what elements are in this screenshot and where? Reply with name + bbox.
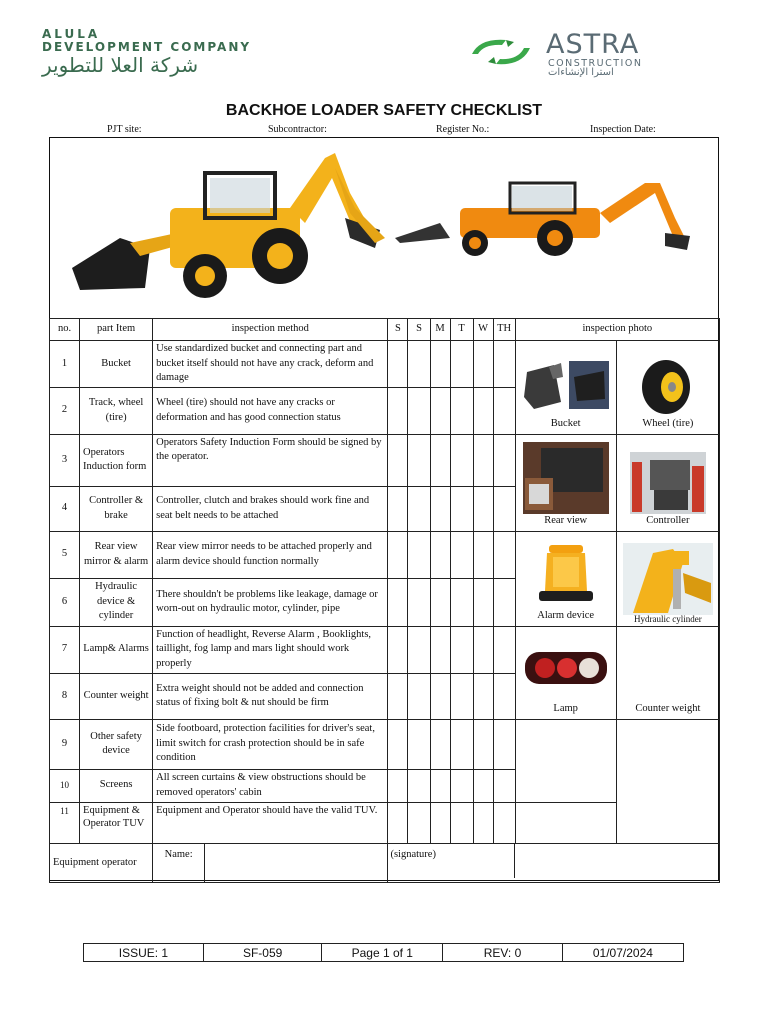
photo-empty-cell bbox=[515, 719, 616, 802]
meta-inspection-date: Inspection Date: bbox=[590, 124, 656, 135]
table-row bbox=[50, 341, 720, 388]
row-number: 2 bbox=[50, 387, 80, 434]
backhoe-banner-image bbox=[50, 138, 718, 318]
col-day-header: S bbox=[388, 319, 408, 341]
check-cell[interactable] bbox=[408, 719, 430, 769]
astra-logo bbox=[466, 30, 706, 76]
meta-register: Register No.: bbox=[436, 124, 490, 135]
signature-name-cell bbox=[153, 843, 388, 882]
row-method: All screen curtains & view obstructions should be removed operators' cabin bbox=[153, 769, 388, 802]
footer-code: SF-059 bbox=[203, 944, 322, 962]
photo-label-controller: Controller bbox=[646, 515, 690, 526]
photo-label-bucket: Bucket bbox=[550, 418, 581, 429]
check-cell[interactable] bbox=[450, 387, 473, 434]
check-cell[interactable] bbox=[450, 769, 473, 802]
check-cell[interactable] bbox=[388, 387, 408, 434]
check-cell[interactable] bbox=[450, 341, 473, 388]
check-cell[interactable] bbox=[450, 486, 473, 531]
col-day-header: S bbox=[408, 319, 430, 341]
row-part: Operators Induction form bbox=[80, 434, 153, 486]
check-cell[interactable] bbox=[493, 387, 515, 434]
photo-label-hydraulic: Hydraulic cylinder bbox=[634, 613, 702, 624]
check-cell[interactable] bbox=[450, 531, 473, 578]
row-method: There shouldn't be problems like leakage, damage or worn-out on hydraulic motor, cylinder, pipe bbox=[153, 578, 388, 626]
row-part: Rear view mirror & alarm bbox=[80, 531, 153, 578]
check-cell[interactable] bbox=[493, 802, 515, 843]
check-cell[interactable] bbox=[388, 673, 408, 719]
check-cell[interactable] bbox=[473, 341, 493, 388]
row-part: Lamp& Alarms bbox=[80, 626, 153, 673]
check-cell[interactable] bbox=[408, 769, 430, 802]
signature-label: (signature) bbox=[388, 844, 515, 878]
name-input[interactable] bbox=[205, 844, 387, 882]
check-cell[interactable] bbox=[408, 486, 430, 531]
row-method: Function of headlight, Reverse Alarm , Booklights, taillight, fog lamp and mars light should work properly bbox=[153, 626, 388, 673]
check-cell[interactable] bbox=[408, 802, 430, 843]
check-cell[interactable] bbox=[430, 769, 450, 802]
footer-page: Page 1 of 1 bbox=[322, 944, 443, 962]
check-cell[interactable] bbox=[493, 719, 515, 769]
row-number: 10 bbox=[50, 769, 80, 802]
signature-field[interactable] bbox=[388, 843, 720, 882]
check-cell[interactable] bbox=[473, 578, 493, 626]
check-cell[interactable] bbox=[430, 387, 450, 434]
checklist-table bbox=[49, 318, 720, 883]
alula-logo bbox=[42, 28, 292, 76]
photo-hydraulic bbox=[616, 531, 719, 626]
photo-controller bbox=[616, 434, 719, 531]
check-cell[interactable] bbox=[430, 486, 450, 531]
check-cell[interactable] bbox=[473, 769, 493, 802]
astra-logo-word: ASTRA bbox=[546, 29, 640, 60]
check-cell[interactable] bbox=[473, 673, 493, 719]
col-photo-header: inspection photo bbox=[515, 319, 719, 341]
col-no-header: no. bbox=[50, 319, 80, 341]
photo-lamp bbox=[515, 626, 616, 719]
row-number: 1 bbox=[50, 341, 80, 388]
check-cell[interactable] bbox=[430, 626, 450, 673]
photo-bucket bbox=[515, 341, 616, 435]
check-cell[interactable] bbox=[450, 578, 473, 626]
check-cell[interactable] bbox=[450, 626, 473, 673]
check-cell[interactable] bbox=[450, 719, 473, 769]
photo-label-rear-view: Rear view bbox=[544, 515, 588, 526]
row-number: 9 bbox=[50, 719, 80, 769]
check-cell[interactable] bbox=[388, 486, 408, 531]
row-method: Extra weight should not be added and connection status of fixing bolt & nut should be firm bbox=[153, 673, 388, 719]
row-part: Bucket bbox=[80, 341, 153, 388]
astra-swoosh-icon bbox=[466, 34, 536, 70]
meta-subcontractor: Subcontractor: bbox=[268, 124, 327, 135]
check-cell[interactable] bbox=[473, 719, 493, 769]
check-cell[interactable] bbox=[430, 341, 450, 388]
row-number: 11 bbox=[50, 802, 80, 843]
row-part: Screens bbox=[80, 769, 153, 802]
col-part-header: part Item bbox=[80, 319, 153, 341]
footer-issue: ISSUE: 1 bbox=[84, 944, 204, 962]
backhoe-loader-left-image bbox=[72, 153, 385, 298]
table-row bbox=[50, 434, 720, 486]
row-part: Track, wheel (tire) bbox=[80, 387, 153, 434]
check-cell[interactable] bbox=[408, 341, 430, 388]
check-cell[interactable] bbox=[430, 719, 450, 769]
check-cell[interactable] bbox=[408, 578, 430, 626]
check-cell[interactable] bbox=[388, 531, 408, 578]
check-cell[interactable] bbox=[473, 626, 493, 673]
check-cell[interactable] bbox=[388, 434, 408, 486]
table-row bbox=[50, 626, 720, 673]
row-number: 5 bbox=[50, 531, 80, 578]
row-method: Operators Safety Induction Form should be signed by the operator. bbox=[153, 434, 388, 486]
tail-lamp-icon bbox=[523, 648, 609, 688]
check-cell[interactable] bbox=[450, 802, 473, 843]
bucket-icon bbox=[519, 357, 614, 417]
photo-label-lamp: Lamp bbox=[553, 703, 578, 714]
row-method: Side footboard, protection facilities for driver's seat, limit switch for crash protection should be in safe condition bbox=[153, 719, 388, 769]
alula-logo-line2: DEVELOPMENT COMPANY bbox=[42, 40, 252, 54]
check-cell[interactable] bbox=[473, 387, 493, 434]
photo-counter-weight bbox=[616, 626, 719, 719]
col-day-header: TH bbox=[493, 319, 515, 341]
check-cell[interactable] bbox=[493, 578, 515, 626]
row-part: Other safety device bbox=[80, 719, 153, 769]
page-title: BACKHOE LOADER SAFETY CHECKLIST bbox=[225, 102, 543, 119]
meta-site: PJT site: bbox=[107, 124, 142, 135]
check-cell[interactable] bbox=[473, 802, 493, 843]
col-day-header: T bbox=[450, 319, 473, 341]
photo-alarm bbox=[515, 531, 616, 626]
row-part: Hydraulic device & cylinder bbox=[80, 578, 153, 626]
check-cell[interactable] bbox=[408, 673, 430, 719]
row-number: 6 bbox=[50, 578, 80, 626]
photo-empty-cell bbox=[515, 802, 616, 843]
row-number: 8 bbox=[50, 673, 80, 719]
alula-logo-arabic: شركة العلا للتطوير bbox=[42, 53, 199, 77]
check-cell[interactable] bbox=[493, 486, 515, 531]
check-cell[interactable] bbox=[388, 626, 408, 673]
row-method: Equipment and Operator should have the valid TUV. bbox=[153, 802, 388, 843]
controller-icon bbox=[630, 452, 706, 514]
check-cell[interactable] bbox=[388, 719, 408, 769]
row-method: Controller, clutch and brakes should work fine and seat belt needs to be attached bbox=[153, 486, 388, 531]
check-cell[interactable] bbox=[473, 531, 493, 578]
document-footer bbox=[83, 943, 684, 962]
check-cell[interactable] bbox=[430, 673, 450, 719]
check-cell[interactable] bbox=[493, 673, 515, 719]
check-cell[interactable] bbox=[473, 434, 493, 486]
footer-date: 01/07/2024 bbox=[562, 944, 683, 962]
photo-label-wheel: Wheel (tire) bbox=[642, 418, 694, 429]
signature-row-label: Equipment operator bbox=[50, 843, 153, 882]
row-part: Counter weight bbox=[80, 673, 153, 719]
check-cell[interactable] bbox=[493, 531, 515, 578]
row-method: Rear view mirror needs to be attached properly and alarm device should function normally bbox=[153, 531, 388, 578]
check-cell[interactable] bbox=[493, 341, 515, 388]
tire-icon bbox=[638, 359, 698, 417]
row-number: 7 bbox=[50, 626, 80, 673]
footer-rev: REV: 0 bbox=[443, 944, 563, 962]
alarm-beacon-icon bbox=[531, 543, 601, 609]
check-cell[interactable] bbox=[408, 531, 430, 578]
photo-label-alarm: Alarm device bbox=[537, 610, 595, 621]
backhoe-loader-right-image bbox=[395, 183, 690, 256]
photo-wheel bbox=[616, 341, 719, 435]
check-cell[interactable] bbox=[450, 434, 473, 486]
check-cell[interactable] bbox=[388, 341, 408, 388]
photo-label-counter-weight: Counter weight bbox=[635, 703, 701, 714]
signature-row bbox=[50, 843, 720, 882]
check-cell[interactable] bbox=[430, 531, 450, 578]
row-method: Wheel (tire) should not have any cracks or deformation and has good connection status bbox=[153, 387, 388, 434]
astra-logo-arabic: استرا الإنشاءات bbox=[548, 67, 614, 78]
check-cell[interactable] bbox=[388, 578, 408, 626]
row-number: 3 bbox=[50, 434, 80, 486]
hydraulic-cylinder-icon bbox=[623, 543, 713, 615]
alula-logo-line1: ALULA bbox=[42, 27, 101, 41]
table-row bbox=[50, 719, 720, 769]
check-cell[interactable] bbox=[493, 434, 515, 486]
table-row bbox=[50, 531, 720, 578]
check-cell[interactable] bbox=[408, 434, 430, 486]
check-cell[interactable] bbox=[430, 434, 450, 486]
col-method-header: inspection method bbox=[153, 319, 388, 341]
rear-view-mirror-icon bbox=[523, 442, 609, 514]
check-cell[interactable] bbox=[430, 578, 450, 626]
row-part: Controller & brake bbox=[80, 486, 153, 531]
check-cell[interactable] bbox=[493, 769, 515, 802]
check-cell[interactable] bbox=[408, 387, 430, 434]
check-cell[interactable] bbox=[473, 486, 493, 531]
table-header-row bbox=[50, 319, 720, 341]
col-day-header: M bbox=[430, 319, 450, 341]
row-part: Equipment & Operator TUV bbox=[80, 802, 153, 843]
check-cell[interactable] bbox=[450, 673, 473, 719]
check-cell[interactable] bbox=[408, 626, 430, 673]
signature-name-label: Name: bbox=[153, 844, 205, 882]
check-cell[interactable] bbox=[388, 769, 408, 802]
check-cell[interactable] bbox=[388, 802, 408, 843]
check-cell[interactable] bbox=[430, 802, 450, 843]
row-number: 4 bbox=[50, 486, 80, 531]
col-day-header: W bbox=[473, 319, 493, 341]
astra-logo-sub: CONSTRUCTION bbox=[548, 58, 643, 69]
photo-empty-cell bbox=[616, 719, 719, 843]
row-method: Use standardized bucket and connecting part and bucket itself should not have any crack, deform and damage bbox=[153, 341, 388, 388]
check-cell[interactable] bbox=[493, 626, 515, 673]
photo-rear-view bbox=[515, 434, 616, 531]
